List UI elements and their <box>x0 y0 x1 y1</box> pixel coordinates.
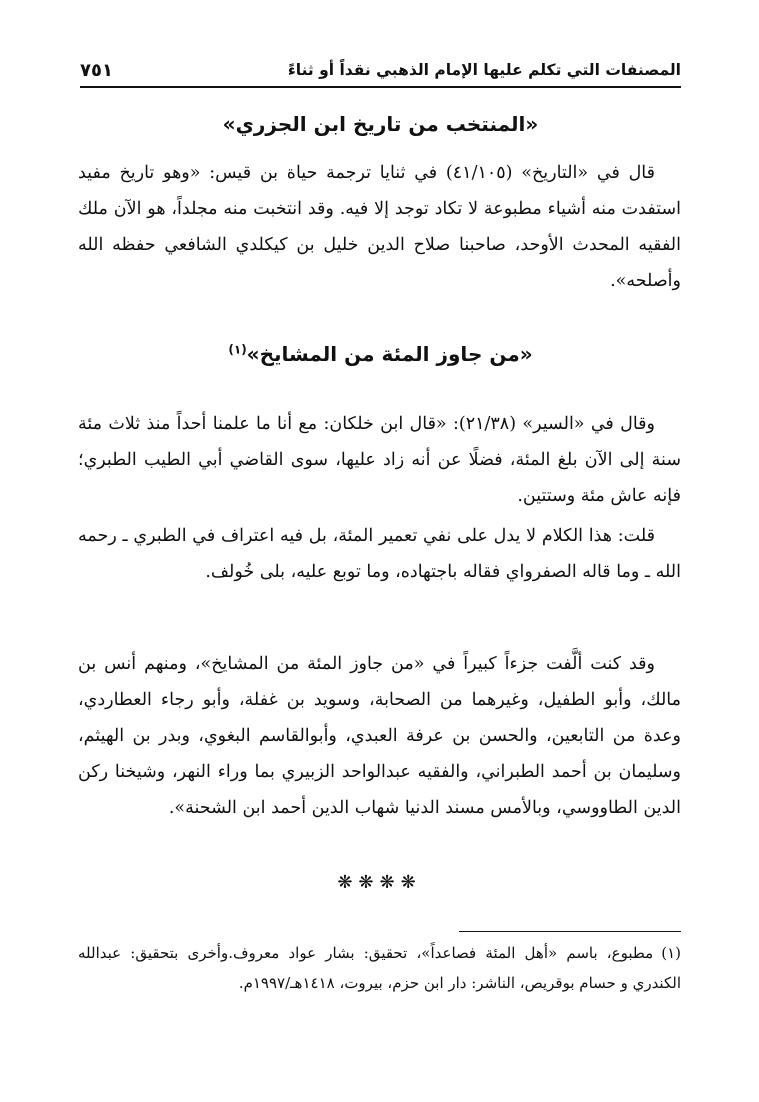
footnote-marker: (١) <box>661 944 681 962</box>
paragraph-siyar-quote <box>78 406 681 514</box>
footnote <box>78 938 681 998</box>
paragraph-book-list <box>78 646 681 826</box>
page-number: ٧٥١ <box>80 59 113 81</box>
footnote-divider <box>459 931 681 932</box>
section-separator: ❋❋❋❋ <box>337 872 422 893</box>
section-title-text: «المنتخب من تاريخ ابن الجزري» <box>222 112 539 136</box>
section-title-muntakhab <box>80 112 681 136</box>
section-title-text: «من جاوز المئة من المشايخ» <box>246 342 533 366</box>
paragraph-text: وقد كنت ألَّفت جزءاً كبيراً في «من جاوز المئة من المشايخ»، ومنهم أنس بن مالك، وأبو الطفيل، وغيرهما من الصحابة، وسويد بن غفلة، وأبو رجاء العطاردي، وعدة من التابعين، والحسن بن عرفة العبدي، وأبوالقاسم البغوي، وبدر بن الهيثم، وسليمان بن أحمد الطبراني، والفقيه عبدالواحد الزبيري بما وراء النهر، وشيخنا ركن الدين الطاووسي، وبالأمس مسند الدنيا شهاب الدين أحمد ابن الشحنة». <box>78 654 681 818</box>
section-title-man-jawaz <box>80 342 681 366</box>
footnote-text: مطبوع، باسم «أهل المئة فصاعداً»، تحقيق: بشار عواد معروف.وأخرى بتحقيق: عبدالله الكندري و حسام بوقريص، الناشر: دار ابن حزم، بيروت، ١٤١٨هـ/١٩٩٧م. <box>78 944 681 992</box>
footnote-reference[interactable]: (١) <box>228 342 247 357</box>
running-header <box>80 54 681 88</box>
paragraph-text: قال في «التاريخ» (٤١/١٠٥) في ثنايا ترجمة حياة بن قيس: «وهو تاريخ مفيد استفدت منه أشياء مطبوعة لا تكاد توجد إلا فيه. وقد انتخبت منه مجلداً، هو الآن ملك الفقيه المحدث الأوحد، صاحبنا صلاح الدين خليل بن كيكلدي الشافعي حفظه الله وأصلحه». <box>78 163 681 291</box>
paragraph-text: قلت: هذا الكلام لا يدل على نفي تعمير المئة، بل فيه اعتراف في الطبري ـ رحمه الله ـ وما قاله الصفرواي فقاله باجتهاده، وما توبع عليه، بلى خُولف. <box>78 526 681 582</box>
paragraph-text: وقال في «السير» (٢١/٣٨): «قال ابن خلكان: مع أنا ما علمنا أحداً منذ ثلاث مئة سنة إلى الآن بلغ المئة، فضلًا عن أنه زاد عليها، سوى القاضي أبي الطيب الطبري؛ فإنه عاش مئة وستتين. <box>78 414 681 506</box>
paragraph-comment <box>78 518 681 590</box>
paragraph-muntakhab <box>78 155 681 299</box>
running-title: المصنفات التي تكلم عليها الإمام الذهبي نقداً أو ثناءً <box>287 61 681 79</box>
